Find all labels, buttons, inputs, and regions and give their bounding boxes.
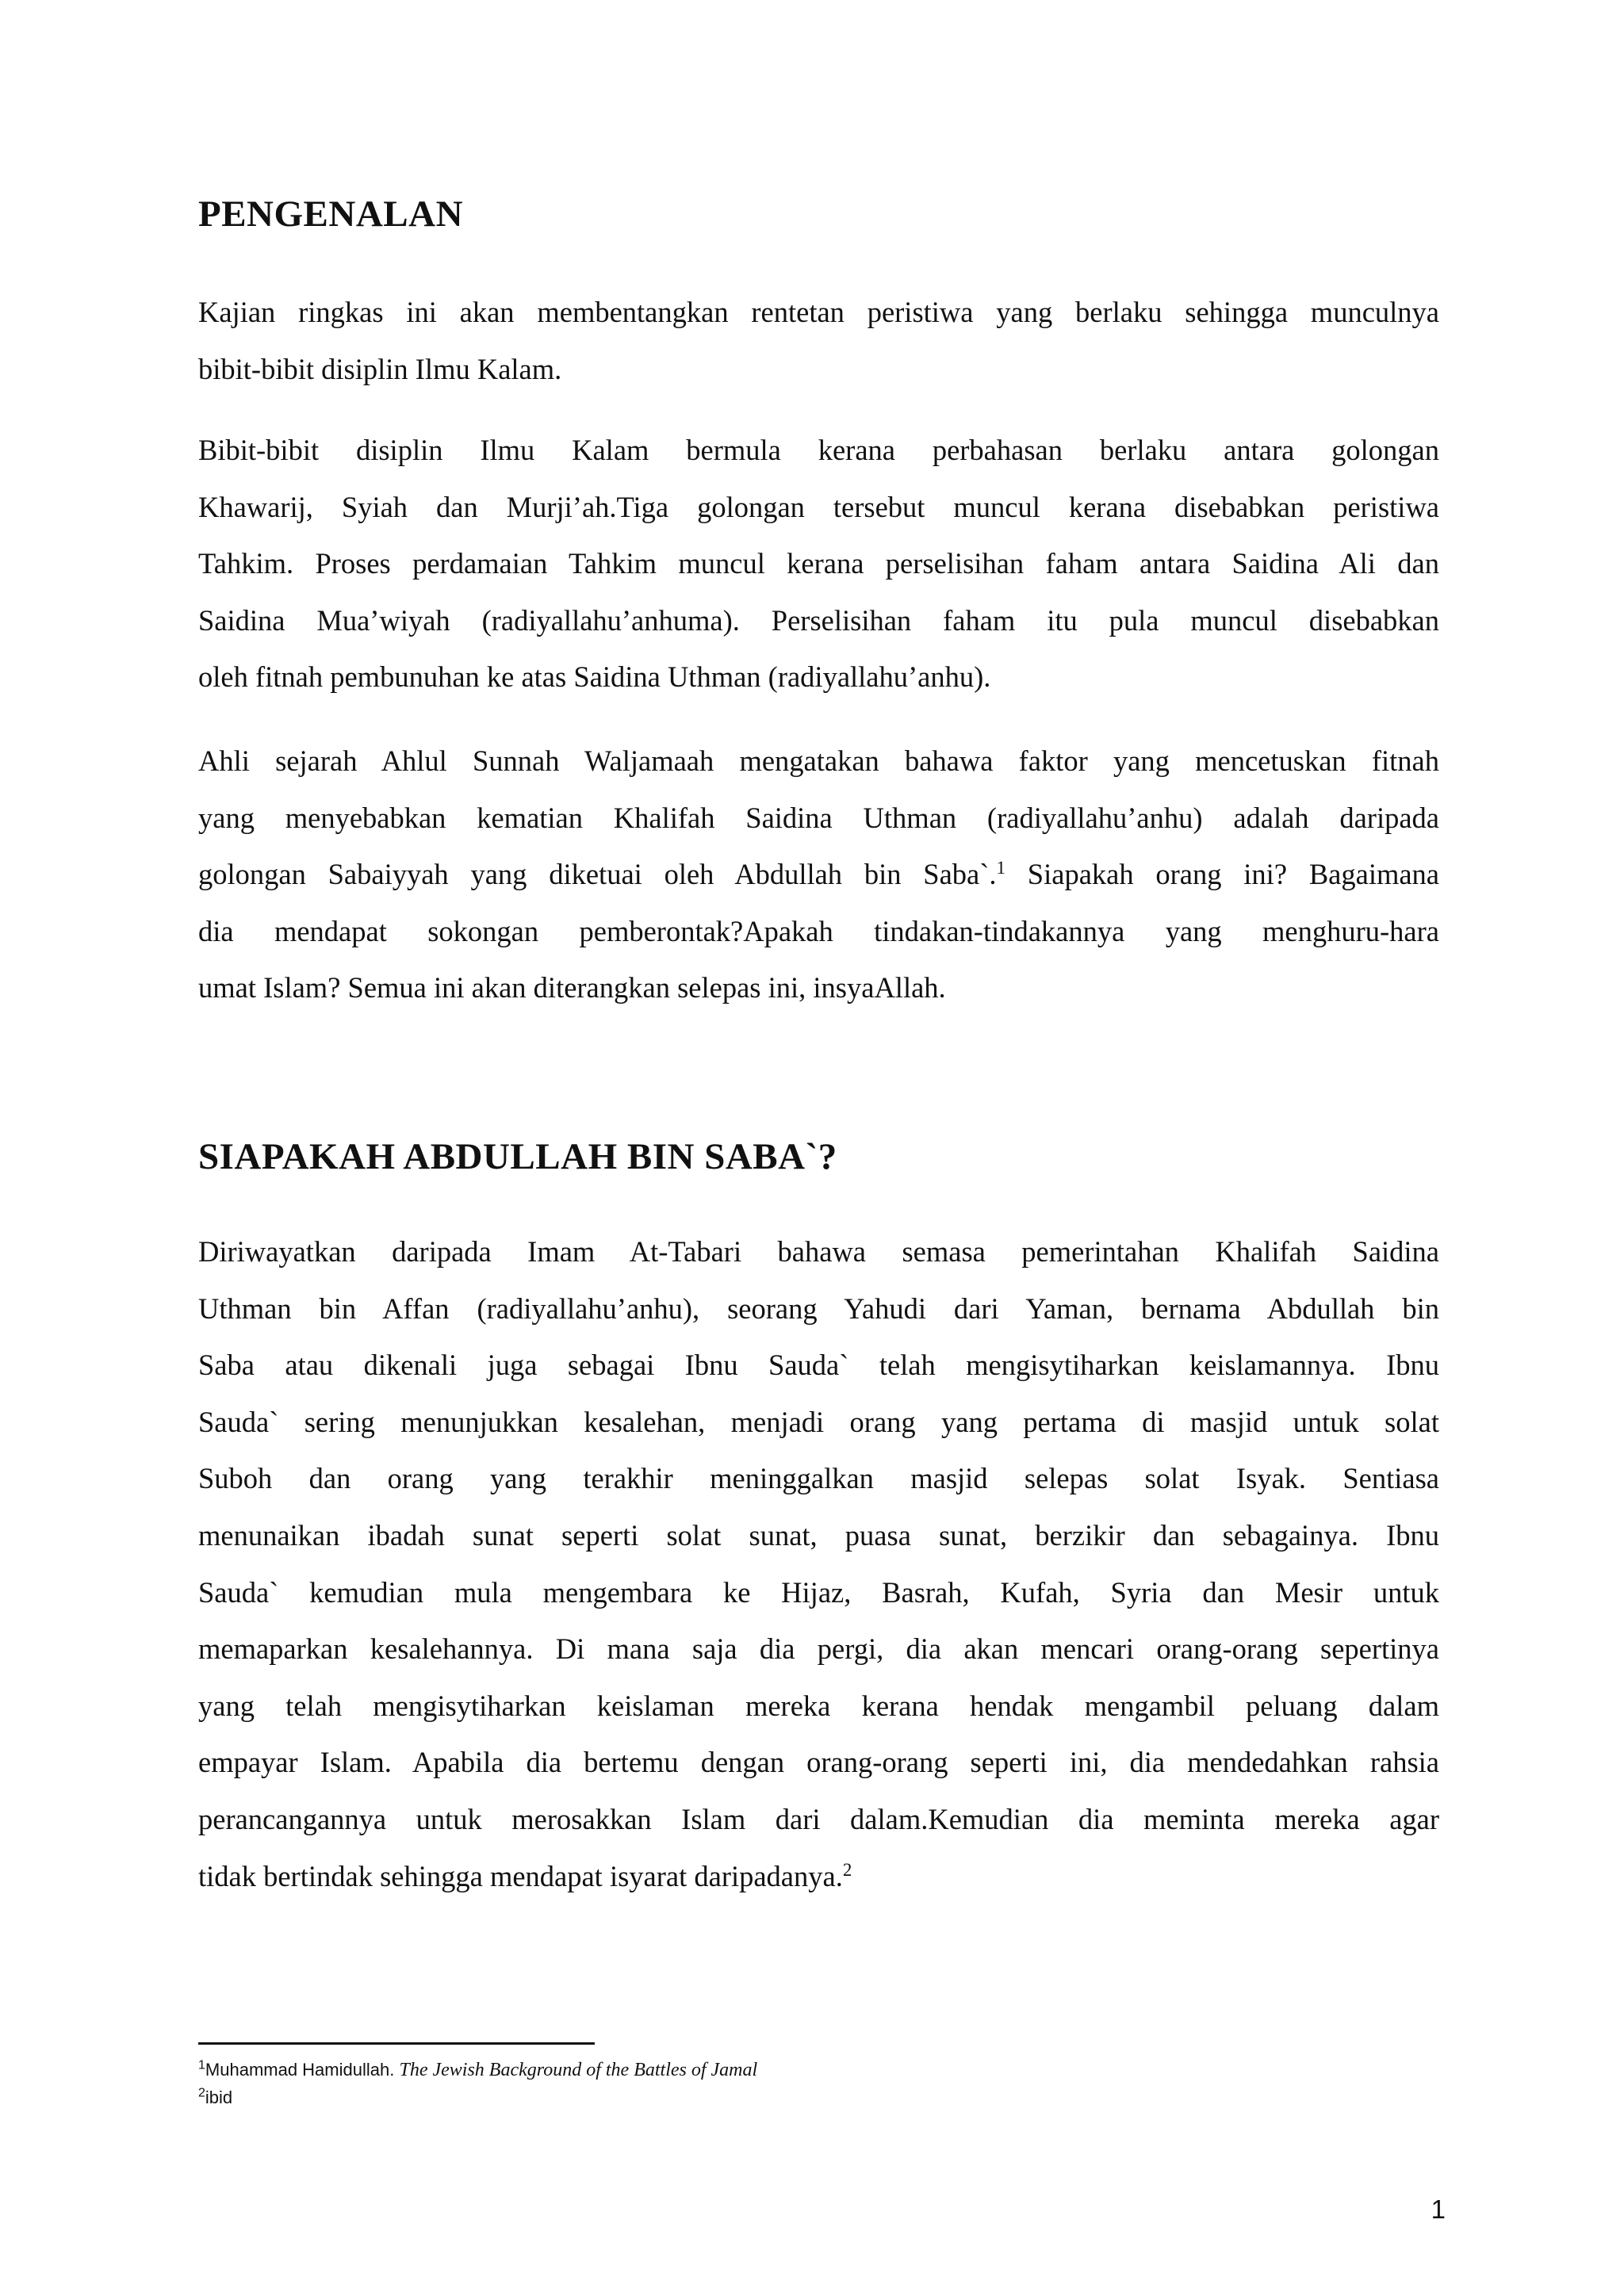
paragraph-line: Suboh dan orang yang terakhir meninggalkan masjid selepas solat Isyak. Sentiasa [198,1462,1439,1495]
paragraph-line: Kajian ringkas ini akan membentangkan rentetan peristiwa yang berlaku sehingga munculnya [198,296,1439,328]
paragraph-ahli-sejarah [198,733,1439,1016]
section-heading-siapakah: SIAPAKAH ABDULLAH BIN SABA`? [198,1136,837,1177]
page-number: 1 [1431,2195,1446,2224]
line-text-tail: Siapakah orang ini? Bagaimana [1005,858,1439,891]
paragraph-line: oleh fitnah pembunuhan ke atas Saidina Uthman (radiyallahu’anhu). [198,660,991,694]
paragraph-line: memaparkan kesalehannya. Di mana saja dia pergi, dia akan mencari orang-orang sepertinya [198,1632,1439,1666]
footnote-number: 1 [198,2058,205,2072]
paragraph-ilmu-kalam [198,422,1439,706]
paragraph-line: Bibit-bibit disiplin Ilmu Kalam bermula kerana perbahasan berlaku antara golongan [198,434,1439,466]
paragraph-line: dia mendapat sokongan pemberontak?Apakah tindakan-tindakannya yang menghuru-hara [198,914,1439,947]
footnote-author: Muhammad Hamidullah. [205,2060,395,2080]
paragraph-line: Khawarij, Syiah dan Murji’ah.Tiga golongan tersebut muncul kerana disebabkan peristiwa [198,490,1439,523]
footnote-ref-2[interactable]: 2 [842,1859,852,1880]
footnote-ref-1[interactable]: 1 [996,858,1006,878]
section-heading-pengenalan: PENGENALAN [198,193,464,235]
line-text: golongan Sabaiyyah yang diketuai oleh Abdullah bin Saba`. [198,858,997,891]
footnote-text: ibid [205,2087,233,2107]
paragraph-abdullah-bin-saba [198,1223,1439,1904]
footnote-number: 2 [198,2086,205,2100]
footnote-2 [198,2087,232,2108]
paragraph-line: yang telah mengisytiharkan keislaman mereka kerana hendak mengambil peluang dalam [198,1689,1439,1722]
footnote-title: The Jewish Background of the Battles of Jamal [399,2060,758,2080]
paragraph-line: Diriwayatkan daripada Imam At-Tabari bahawa semasa pemerintahan Khalifah Saidina [198,1235,1439,1268]
paragraph-line: Sauda` sering menunjukkan kesalehan, menjadi orang yang pertama di masjid untuk solat [198,1405,1439,1438]
paragraph-line: bibit-bibit disiplin Ilmu Kalam. [198,352,562,385]
document-page [198,0,1446,2296]
paragraph-line: Saidina Mua’wiyah (radiyallahu’anhuma). Perselisihan faham itu pula muncul disebabkan [198,603,1439,637]
paragraph-line: Uthman bin Affan (radiyallahu’anhu), seorang Yahudi dari Yaman, bernama Abdullah bin [198,1292,1439,1325]
paragraph-line: umat Islam? Semua ini akan diterangkan selepas ini, insyaAllah. [198,971,946,1004]
paragraph-line: Sauda` kemudian mula mengembara ke Hijaz, Basrah, Kufah, Syria dan Mesir untuk [198,1575,1439,1609]
line-text: tidak bertindak sehingga mendapat isyarat daripadanya. [198,1859,843,1892]
paragraph-line: empayar Islam. Apabila dia bertemu dengan orang-orang seperti ini, dia mendedahkan rahsia [198,1746,1439,1779]
paragraph-intro [198,284,1439,397]
paragraph-line: Ahli sejarah Ahlul Sunnah Waljamaah mengatakan bahawa faktor yang mencetuskan fitnah [198,744,1439,777]
paragraph-line: yang menyebabkan kematian Khalifah Saidina Uthman (radiyallahu’anhu) adalah daripada [198,801,1439,834]
footnote-1 [198,2060,757,2081]
paragraph-line: menunaikan ibadah sunat seperti solat sunat, puasa sunat, berzikir dan sebagainya. Ibnu [198,1518,1439,1552]
paragraph-line: Tahkim. Proses perdamaian Tahkim muncul kerana perselisihan faham antara Saidina Ali dan [198,547,1439,580]
paragraph-line-with-footnote [198,846,1439,903]
paragraph-line-with-footnote [198,1848,1439,1905]
paragraph-line: perancangannya untuk merosakkan Islam dari dalam.Kemudian dia meminta mereka agar [198,1802,1439,1835]
paragraph-line: Saba atau dikenali juga sebagai Ibnu Sauda` telah mengisytiharkan keislamannya. Ibnu [198,1349,1439,1382]
footnote-divider [198,2042,595,2045]
